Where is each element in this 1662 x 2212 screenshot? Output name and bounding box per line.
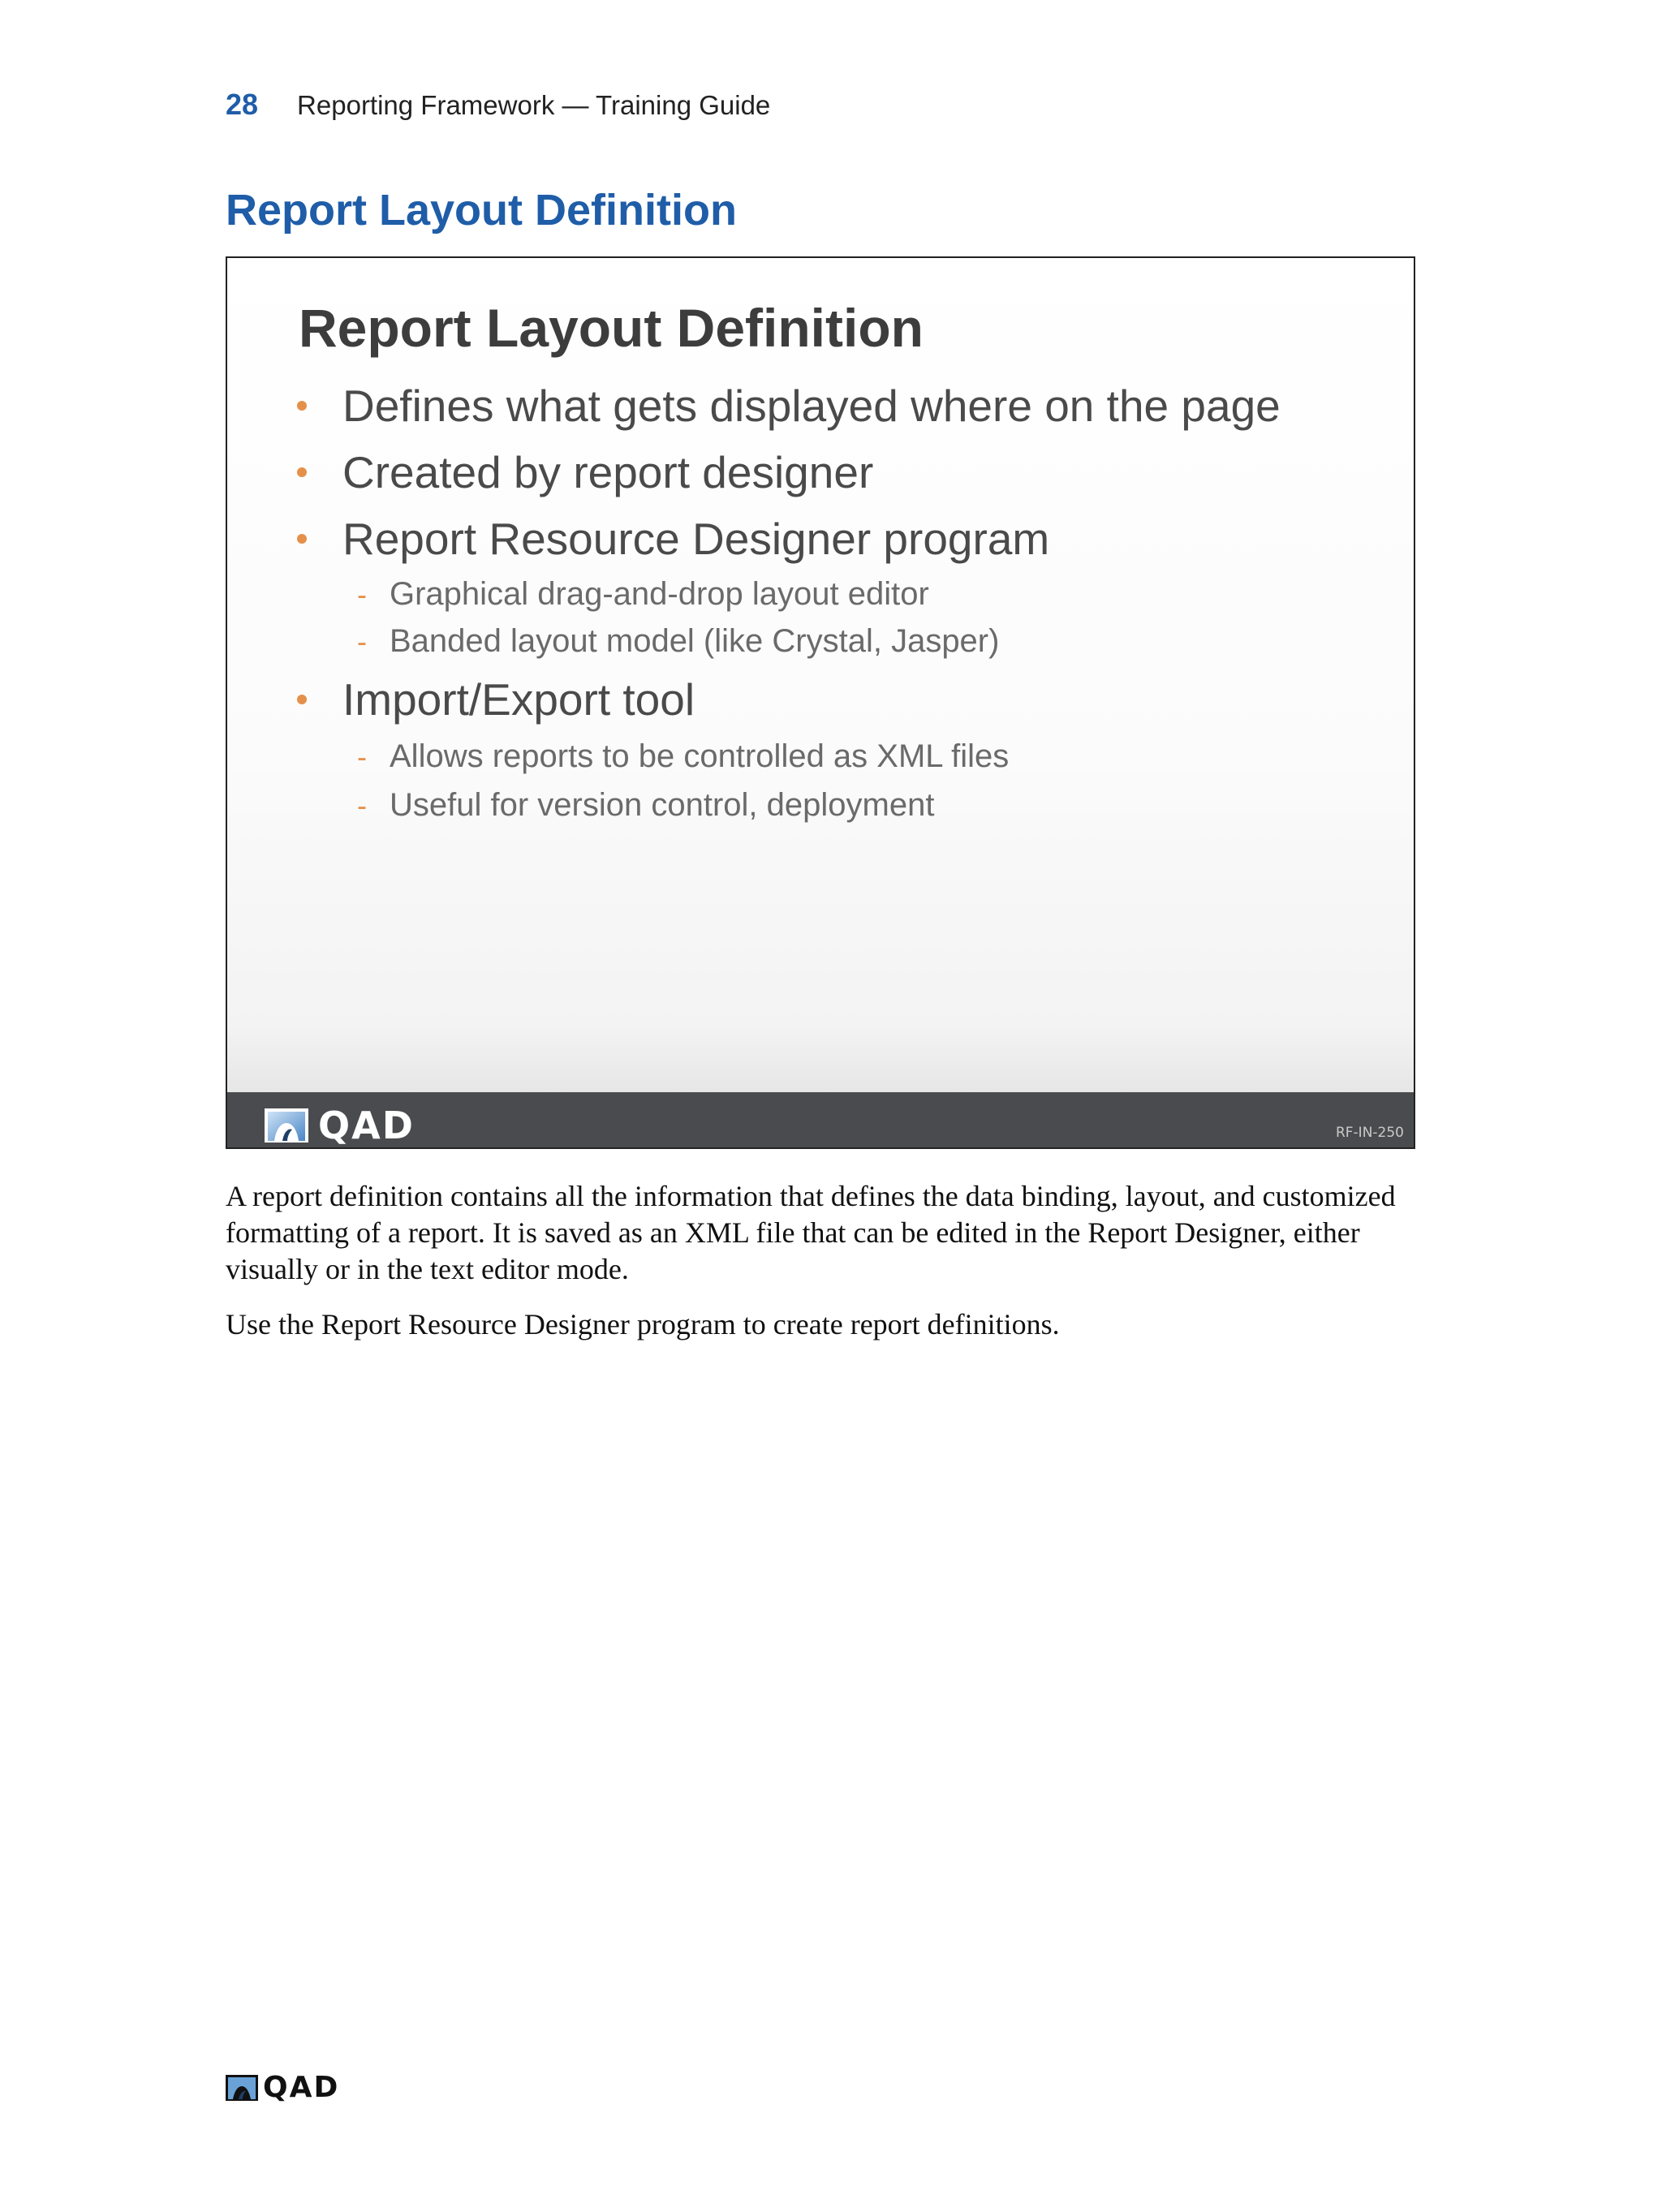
body-paragraph: A report definition contains all the information that defines the data binding, layout, and customized formatting of a report. It is saved as an XML file that can be edited in the Report Designer, either visually or in the text editor mode. [226, 1180, 1396, 1285]
slide-sub-bullet [357, 787, 934, 824]
slide-bullet [297, 673, 695, 725]
slide-footer-bar [227, 1092, 1414, 1147]
slide-sub-bullet [357, 623, 999, 660]
slide-bullet [297, 380, 1281, 432]
slide-body [227, 258, 1414, 1094]
bullet-dot-icon [297, 534, 307, 544]
running-title: Reporting Framework — Training Guide [297, 90, 771, 120]
slide-image [226, 256, 1415, 1149]
slide-sub-bullet-text: Allows reports to be controlled as XML files [390, 738, 1010, 774]
body-paragraph: Use the Report Resource Designer program to create report definitions. [226, 1308, 1060, 1341]
qad-logo-icon [265, 1108, 308, 1143]
slide-sub-bullet-text: Useful for version control, deployment [390, 787, 935, 823]
slide-bullet [297, 446, 873, 498]
sub-bullet-dash-icon: - [357, 788, 367, 822]
slide-sub-bullet-text: Banded layout model (like Crystal, Jasper) [390, 623, 1000, 659]
slide-bullet-text: Report Resource Designer program [342, 514, 1050, 564]
footer-logo-text: QAD [263, 2071, 340, 2104]
qad-logo-icon [226, 2075, 258, 2101]
slide-qad-logo [265, 1104, 415, 1147]
slide-title: Report Layout Definition [299, 298, 924, 358]
slide-code: RF-IN-250 [1335, 1125, 1404, 1141]
page-footer-logo [226, 2071, 339, 2104]
slide-sub-bullet [357, 576, 929, 613]
slide-logo-text: QAD [318, 1104, 415, 1147]
sub-bullet-dash-icon: - [357, 624, 367, 658]
sub-bullet-dash-icon: - [357, 739, 367, 773]
page-number: 28 [226, 88, 259, 121]
slide-bullet-text: Defines what gets displayed where on the page [342, 381, 1281, 431]
bullet-dot-icon [297, 467, 307, 477]
section-heading: Report Layout Definition [226, 186, 737, 235]
bullet-dot-icon [297, 401, 307, 411]
sub-bullet-dash-icon: - [357, 577, 367, 611]
slide-sub-bullet-text: Graphical drag-and-drop layout editor [390, 576, 929, 612]
slide-bullet-text: Created by report designer [342, 447, 874, 497]
page-header [226, 88, 770, 122]
slide-bullet-text: Import/Export tool [342, 674, 695, 725]
slide-bullet [297, 513, 1049, 565]
slide-sub-bullet [357, 738, 1009, 775]
bullet-dot-icon [297, 695, 307, 704]
